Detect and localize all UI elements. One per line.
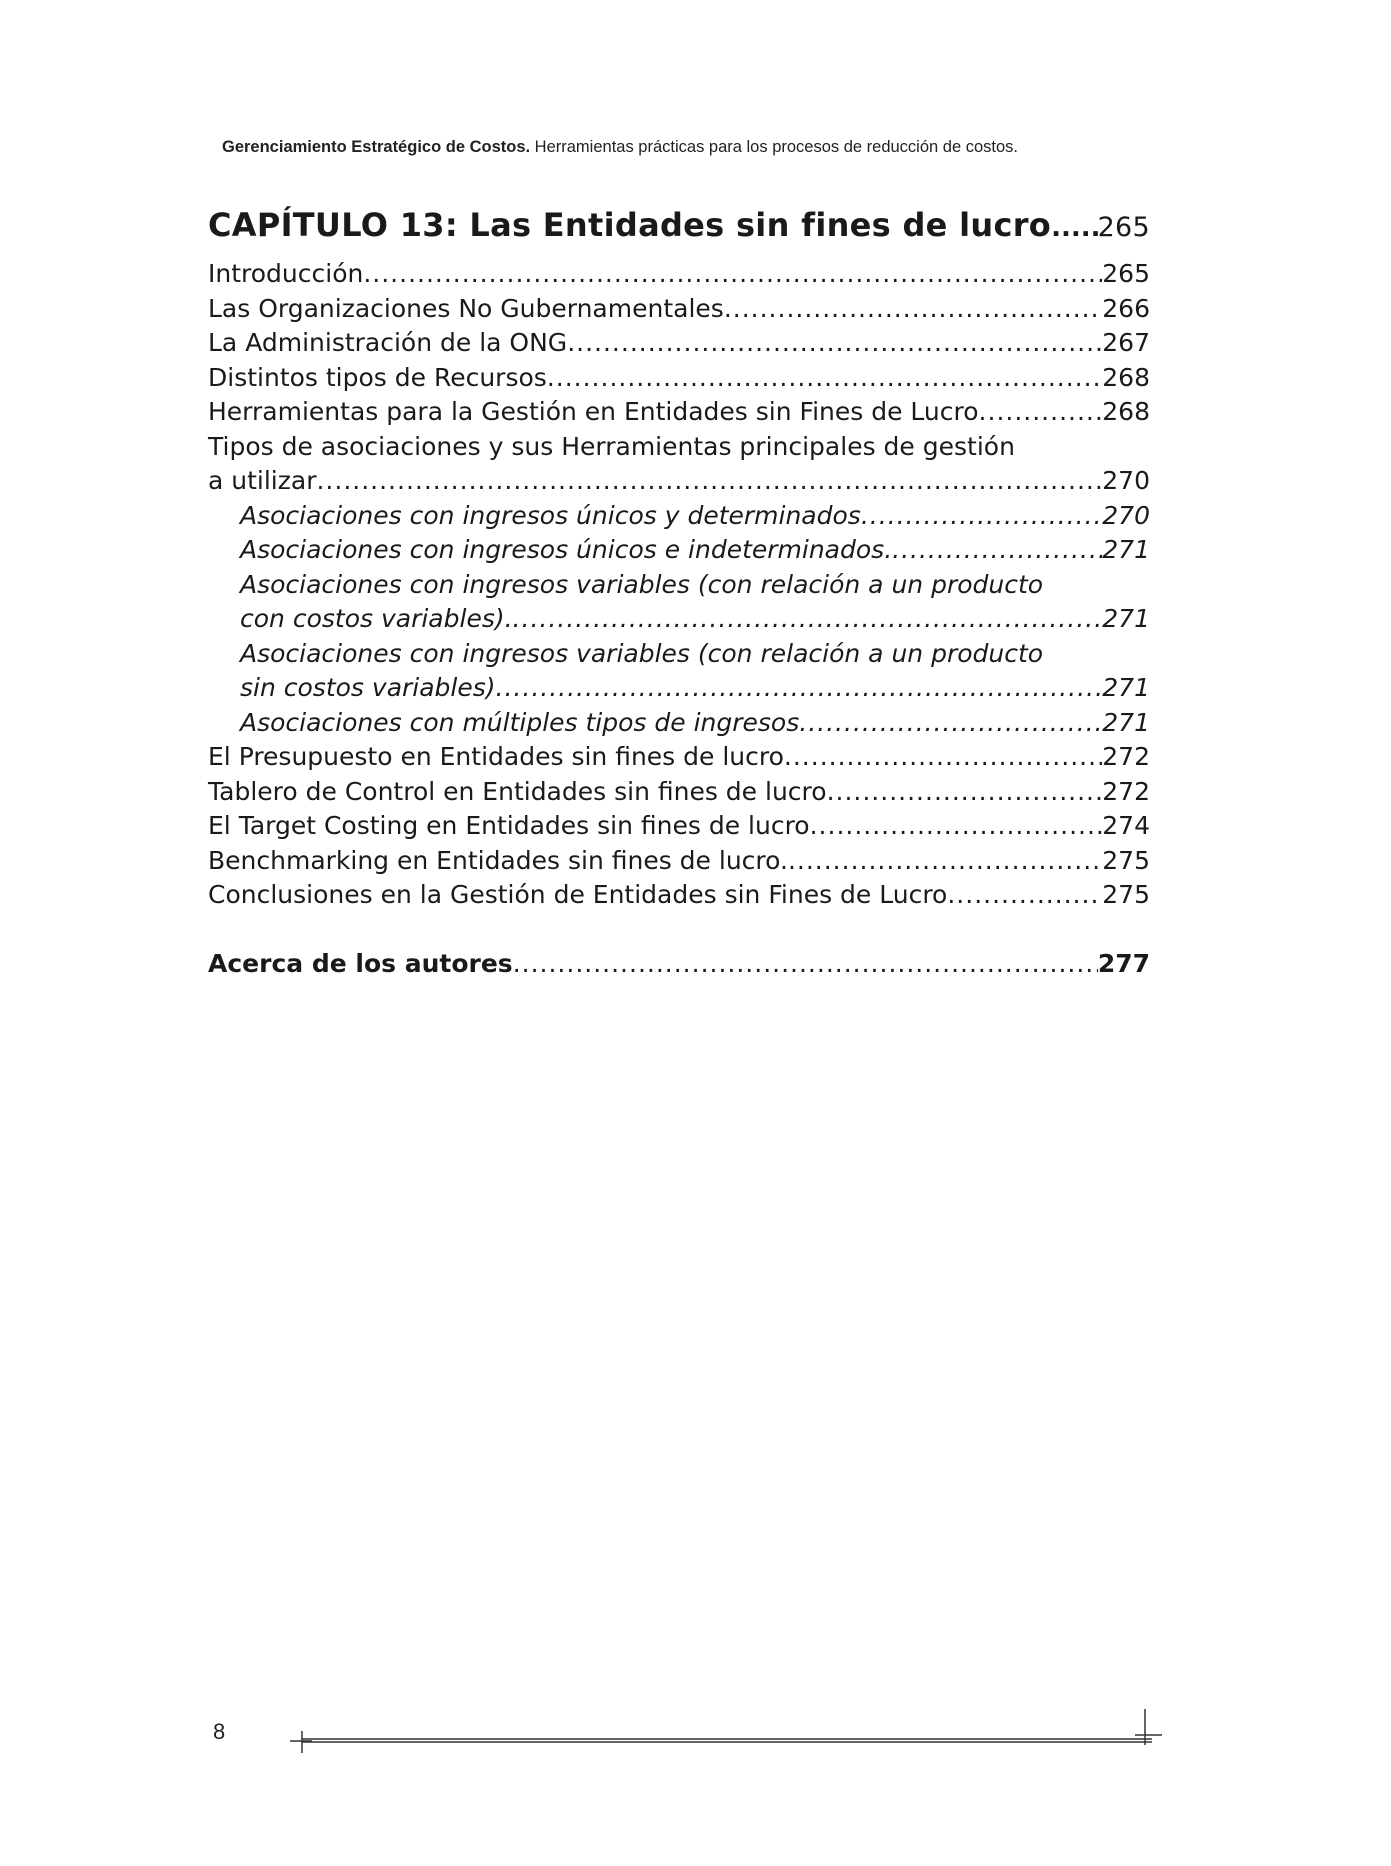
toc-dot-leader bbox=[496, 671, 1103, 706]
toc-dot-leader bbox=[547, 361, 1102, 396]
toc-entry[interactable] bbox=[208, 292, 1150, 327]
toc-subentry-first-line[interactable]: Asociaciones con ingresos variables (con relación a un producto bbox=[240, 569, 1044, 599]
toc-dot-leader bbox=[784, 740, 1102, 775]
toc-dot-leader bbox=[1051, 203, 1097, 253]
toc-entry[interactable] bbox=[208, 464, 1150, 499]
toc-entry[interactable] bbox=[208, 878, 1150, 913]
toc-entry-page: 272 bbox=[1102, 742, 1150, 771]
toc-authors-page: 277 bbox=[1097, 948, 1150, 978]
footer-rule bbox=[290, 1705, 1170, 1755]
toc-entry-title: El Presupuesto en Entidades sin fines de lucro bbox=[208, 742, 784, 771]
toc-dot-leader bbox=[947, 878, 1102, 913]
toc-entry-page: 275 bbox=[1102, 880, 1150, 909]
toc-entry[interactable] bbox=[208, 844, 1150, 879]
toc-entry-title: Introducción bbox=[208, 259, 364, 288]
toc-entry-page: 268 bbox=[1102, 362, 1150, 392]
toc-dot-leader bbox=[861, 499, 1102, 534]
toc-entry-title: Tablero de Control en Entidades sin fines de lucro bbox=[208, 776, 827, 806]
toc-entry[interactable] bbox=[208, 775, 1150, 810]
toc-subentry-page: 271 bbox=[1102, 707, 1150, 737]
toc-entry[interactable] bbox=[208, 361, 1150, 396]
toc-subentry-page: 271 bbox=[1102, 604, 1150, 633]
toc-dot-leader bbox=[316, 464, 1102, 499]
toc-dot-leader bbox=[513, 602, 1103, 637]
toc-entry-page: 267 bbox=[1102, 328, 1150, 357]
toc-entry-title: a utilizar bbox=[208, 466, 317, 495]
header-subtitle: Herramientas prácticas para los procesos de reducción de costos. bbox=[530, 138, 1018, 156]
toc-chapter-title: CAPÍTULO 13: Las Entidades sin fines de lucro bbox=[208, 206, 1052, 244]
toc-entry-page: 270 bbox=[1102, 466, 1150, 495]
toc-entry[interactable] bbox=[208, 740, 1150, 775]
toc-dot-leader bbox=[363, 257, 1102, 292]
toc-dot-leader bbox=[810, 809, 1103, 844]
toc-subentry[interactable] bbox=[208, 706, 1150, 741]
toc-entry-page: 274 bbox=[1102, 811, 1150, 840]
toc-subentry[interactable] bbox=[208, 499, 1150, 534]
toc-subentry[interactable] bbox=[208, 533, 1150, 568]
toc-authors[interactable] bbox=[208, 947, 1150, 982]
toc-subentry-first-line[interactable]: Asociaciones con ingresos variables (con relación a un producto bbox=[240, 638, 1044, 668]
toc-subentry-page: 271 bbox=[1102, 535, 1150, 564]
toc-entry-page: 268 bbox=[1102, 397, 1150, 426]
toc-entry[interactable] bbox=[208, 395, 1150, 430]
page-number: 8 bbox=[213, 1719, 226, 1744]
toc-subentry-title: Asociaciones con ingresos únicos e indeterminados. bbox=[240, 535, 893, 564]
toc-dot-leader bbox=[979, 395, 1103, 430]
toc-entry-first-line[interactable]: Tipos de asociaciones y sus Herramientas principales de gestión bbox=[208, 431, 1015, 461]
toc-dot-leader bbox=[892, 533, 1102, 568]
toc-chapter-13[interactable] bbox=[208, 200, 1150, 253]
running-header bbox=[222, 138, 1222, 157]
toc-entry-page: 265 bbox=[1102, 259, 1150, 288]
toc-entry-title: Benchmarking en Entidades sin fines de lucro. bbox=[208, 845, 788, 875]
toc-subentry[interactable] bbox=[208, 671, 1150, 706]
toc-entry[interactable] bbox=[208, 326, 1150, 361]
toc-entry-title: Distintos tipos de Recursos bbox=[208, 362, 547, 392]
toc-subentry-title: Asociaciones con ingresos únicos y determinados bbox=[240, 500, 861, 530]
toc-entry-title: Conclusiones en la Gestión de Entidades sin Fines de Lucro bbox=[208, 880, 948, 909]
toc-subentry-title: sin costos variables) bbox=[240, 673, 496, 702]
toc-dot-leader bbox=[513, 947, 1098, 982]
toc-entry[interactable] bbox=[208, 809, 1150, 844]
toc-dot-leader bbox=[799, 706, 1102, 741]
toc-subentry-page: 271 bbox=[1102, 673, 1150, 702]
toc-chapter-page: 265 bbox=[1097, 212, 1150, 243]
toc-entry-page: 275 bbox=[1102, 845, 1150, 875]
toc-authors-title: Acerca de los autores bbox=[208, 948, 513, 978]
toc-entry-page: 272 bbox=[1102, 776, 1150, 806]
toc-subentry-title: Asociaciones con múltiples tipos de ingresos bbox=[240, 707, 800, 737]
toc-entry-title: Las Organizaciones No Gubernamentales bbox=[208, 293, 724, 323]
toc-entry-title: Herramientas para la Gestión en Entidades sin Fines de Lucro bbox=[208, 397, 979, 426]
toc-entry[interactable] bbox=[208, 257, 1150, 292]
toc-dot-leader bbox=[827, 775, 1103, 810]
toc-entry-title: El Target Costing en Entidades sin fines de lucro bbox=[208, 811, 810, 840]
toc-subentry-title: con costos variables). bbox=[240, 604, 513, 633]
table-of-contents bbox=[208, 200, 1150, 981]
toc-dot-leader bbox=[788, 844, 1102, 879]
toc-entry-page: 266 bbox=[1102, 293, 1150, 323]
toc-subentry[interactable] bbox=[208, 602, 1150, 637]
toc-subentry-page: 270 bbox=[1102, 500, 1150, 530]
header-book-title: Gerenciamiento Estratégico de Costos. bbox=[222, 138, 531, 156]
toc-dot-leader bbox=[567, 326, 1102, 361]
toc-dot-leader bbox=[724, 292, 1102, 327]
toc-entry-title: La Administración de la ONG bbox=[208, 328, 568, 357]
